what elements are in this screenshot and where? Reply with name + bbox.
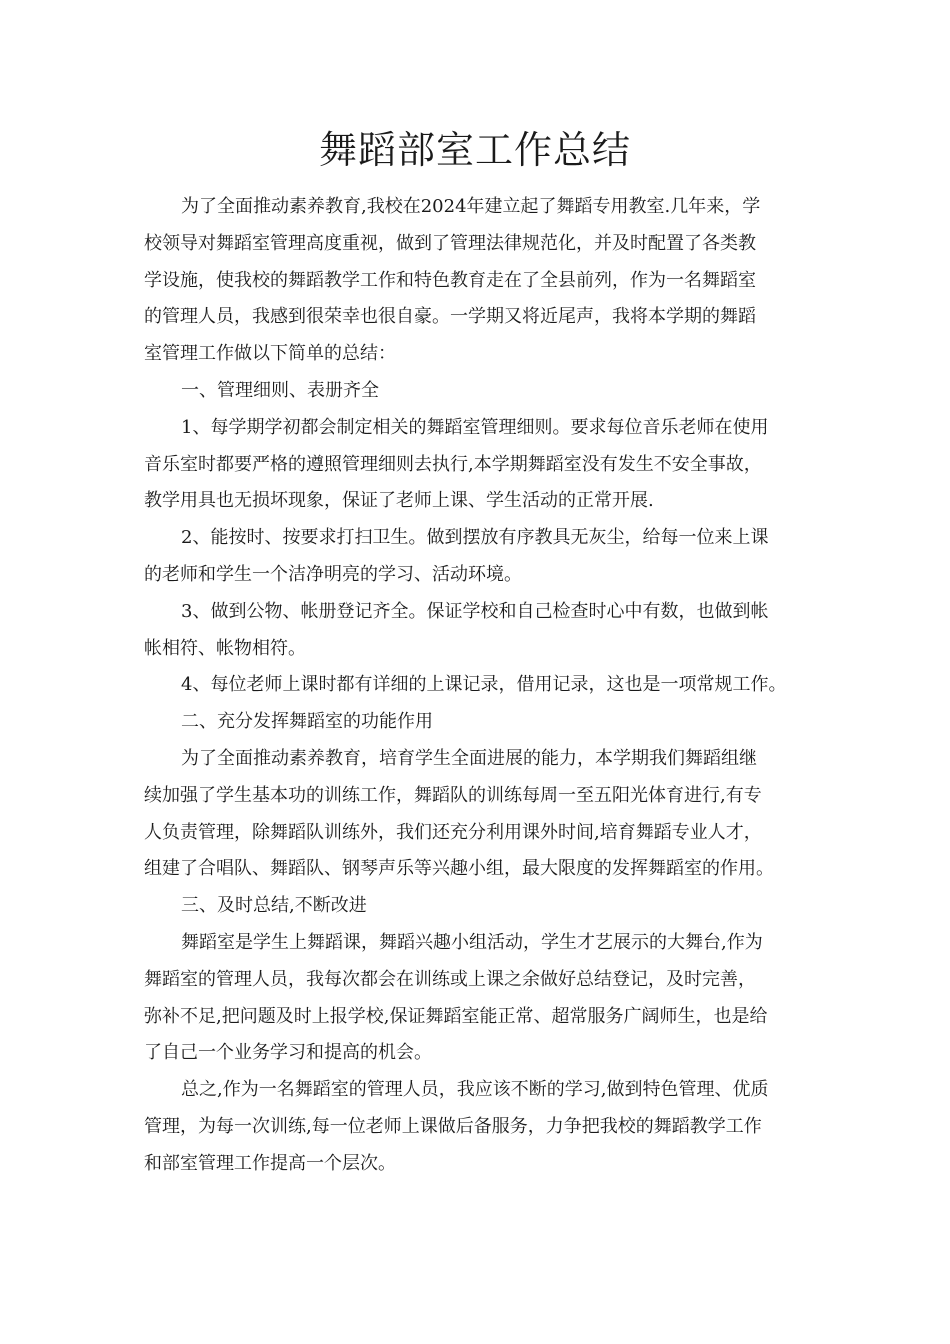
document-title: 舞蹈部室工作总结 — [318, 128, 631, 172]
paragraph-line: 2、能按时、按要求打扫卫生。做到摆放有序教具无灰尘，给每一位来上课 — [181, 527, 769, 549]
paragraph-line: 一、管理细则、表册齐全 — [181, 379, 379, 401]
paragraph-line: 舞蹈室是学生上舞蹈课，舞蹈兴趣小组活动，学生才艺展示的大舞台,作为 — [181, 931, 763, 953]
paragraph-line: 了自己一个业务学习和提高的机会。 — [144, 1042, 432, 1064]
document-paragraph — [144, 667, 810, 704]
paragraph-line: 学设施，使我校的舞蹈教学工作和特色教育走在了全县前列，作为一名舞蹈室 — [144, 269, 756, 291]
paragraph-line: 弥补不足,把问题及时上报学校,保证舞蹈室能正常、超常服务广阔师生，也是给 — [144, 1005, 768, 1027]
paragraph-line: 音乐室时都要严格的遵照管理细则去执行,本学期舞蹈室没有发生不安全事故， — [144, 453, 762, 475]
paragraph-line: 总之,作为一名舞蹈室的管理人员，我应该不断的学习,做到特色管理、优质 — [181, 1079, 769, 1101]
paragraph-line: 帐相符、帐物相符。 — [144, 637, 306, 659]
document-paragraph — [144, 925, 810, 1072]
paragraph-line: 和部室管理工作提高一个层次。 — [144, 1152, 396, 1174]
paragraph-line: 3、做到公物、帐册登记齐全。保证学校和自己检查时心中有数，也做到帐 — [181, 600, 769, 622]
paragraph-line: 组建了合唱队、舞蹈队、钢琴声乐等兴趣小组，最大限度的发挥舞蹈室的作用。 — [144, 858, 774, 880]
document-paragraph — [144, 373, 810, 410]
document-paragraph — [144, 1072, 810, 1182]
paragraph-line: 1、每学期学初都会制定相关的舞蹈室管理细则。要求每位音乐老师在使用 — [181, 416, 769, 438]
document-body — [144, 189, 810, 1183]
paragraph-line: 为了全面推动素养教育,我校在2024年建立起了舞蹈专用教室.几年来，学 — [181, 196, 761, 217]
paragraph-line: 二、充分发挥舞蹈室的功能作用 — [181, 711, 433, 733]
paragraph-line: 室管理工作做以下简单的总结： — [144, 343, 396, 365]
document-paragraph — [144, 594, 810, 668]
document-paragraph — [144, 520, 810, 594]
document-paragraph — [144, 704, 810, 741]
document-paragraph — [144, 888, 810, 925]
paragraph-line: 续加强了学生基本功的训练工作，舞蹈队的训练每周一至五阳光体育进行,有专 — [144, 784, 762, 806]
paragraph-line: 校领导对舞蹈室管理高度重视，做到了管理法律规范化，并及时配置了各类教 — [144, 232, 756, 254]
paragraph-line: 的老师和学生一个洁净明亮的学习、活动环境。 — [144, 563, 522, 585]
paragraph-line: 舞蹈室的管理人员，我每次都会在训练或上课之余做好总结登记，及时完善， — [144, 968, 756, 990]
paragraph-line: 管理，为每一次训练,每一位老师上课做后备服务，力争把我校的舞蹈教学工作 — [144, 1115, 762, 1137]
document-paragraph — [144, 189, 810, 373]
document-paragraph — [144, 410, 810, 520]
paragraph-line: 三、及时总结,不断改进 — [181, 895, 367, 917]
paragraph-line: 教学用具也无损坏现象，保证了老师上课、学生活动的正常开展. — [144, 490, 654, 512]
paragraph-line: 为了全面推动素养教育，培育学生全面进展的能力，本学期我们舞蹈组继 — [181, 747, 757, 769]
document-paragraph — [144, 741, 810, 888]
paragraph-line: 人负责管理，除舞蹈队训练外，我们还充分利用课外时间,培育舞蹈专业人才， — [144, 821, 762, 843]
paragraph-line: 4、每位老师上课时都有详细的上课记录，借用记录，这也是一项常规工作。 — [181, 674, 787, 696]
paragraph-line: 的管理人员，我感到很荣幸也很自豪。一学期又将近尾声，我将本学期的舞蹈 — [144, 306, 756, 328]
